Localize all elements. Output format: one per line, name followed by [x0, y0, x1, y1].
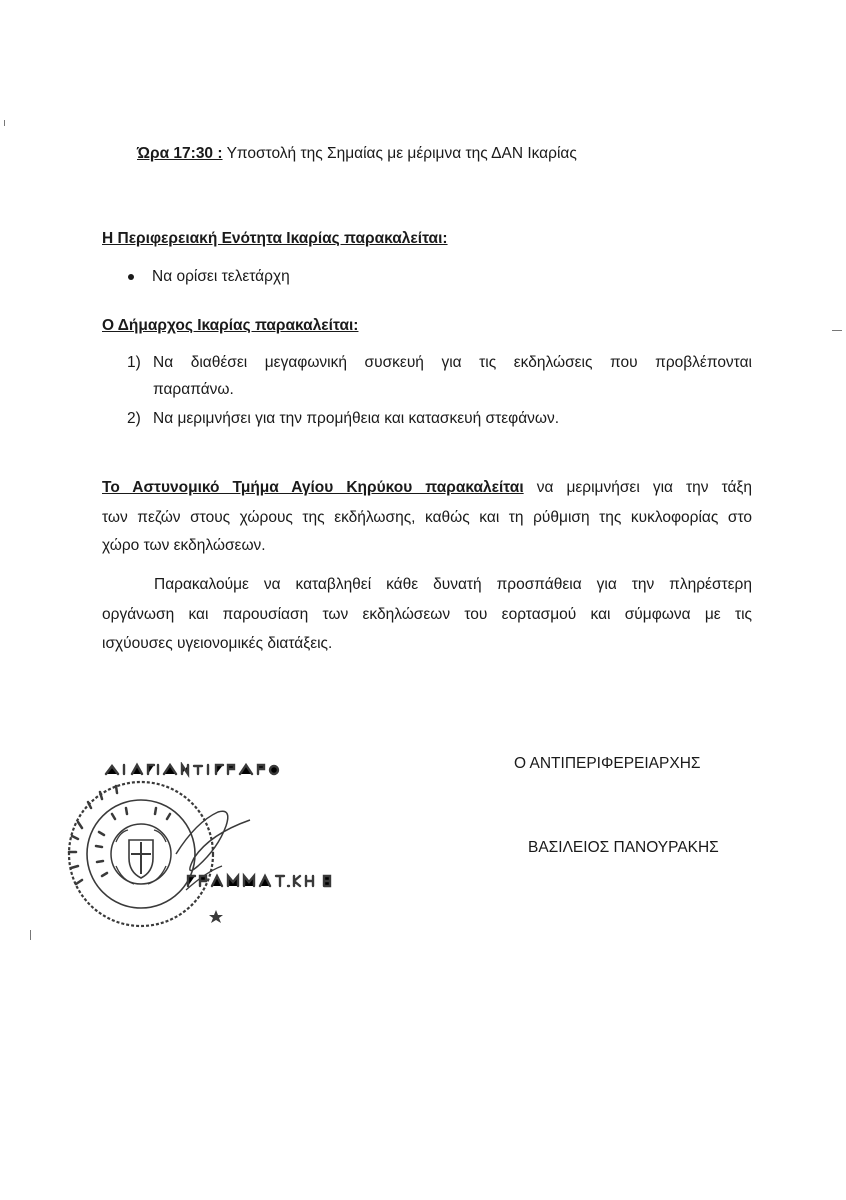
bullet-icon — [128, 274, 134, 280]
scan-mark — [832, 330, 842, 331]
mayor-heading: Ο Δήμαρχος Ικαρίας παρακαλείται: — [102, 317, 359, 334]
scan-mark — [4, 120, 5, 126]
closing-paragraph-line: οργάνωση και παρουσίαση των εκδηλώσεων του εορτασμού και σύμφωνα με τις — [102, 606, 752, 623]
mayor-item-text: Να μεριμνήσει για την προμήθεια και κατασκευή στεφάνων. — [153, 410, 560, 427]
police-text: να μεριμνήσει για την τάξη — [536, 479, 752, 496]
mayor-item-number: 2) — [127, 410, 141, 427]
schedule-text: Υποστολή της Σημαίας με μέριμνα της ΔΑΝ Ικαρίας — [226, 145, 577, 162]
police-paragraph-line — [102, 478, 752, 498]
official-seal-stamp — [36, 762, 336, 932]
police-heading: Το Αστυνομικό Τμήμα Αγίου Κηρύκου παρακαλείται — [102, 479, 524, 496]
mayor-item-text-cont: παραπάνω. — [153, 381, 234, 398]
mayor-item-number: 1) — [127, 354, 141, 371]
regional-unit-item: Να ορίσει τελετάρχη — [152, 268, 290, 285]
schedule-time: Ώρα 17:30 : — [137, 145, 223, 162]
closing-paragraph-line: ισχύουσες υγειονομικές διατάξεις. — [102, 635, 333, 652]
signatory-name: ΒΑΣΙΛΕΙΟΣ ΠΑΝΟΥΡΑΚΗΣ — [528, 839, 719, 856]
regional-unit-heading: Η Περιφερειακή Ενότητα Ικαρίας παρακαλείται: — [102, 230, 448, 247]
scan-mark — [30, 930, 31, 940]
police-paragraph-line: χώρο των εκδηλώσεων. — [102, 537, 266, 554]
police-paragraph-line: των πεζών στους χώρους της εκδήλωσης, καθώς και τη ρύθμιση της κυκλοφορίας στο — [102, 509, 752, 526]
schedule-line — [137, 144, 577, 164]
mayor-item-text: Να διαθέσει μεγαφωνική συσκευή για τις εκδηλώσεις που προβλέπονται — [153, 354, 752, 371]
signatory-title: Ο ΑΝΤΙΠΕΡΙΦΕΡΕΙΑΡΧΗΣ — [514, 755, 701, 772]
closing-paragraph-line: Παρακαλούμε να καταβληθεί κάθε δυνατή προσπάθεια για την πληρέστερη — [154, 576, 752, 593]
